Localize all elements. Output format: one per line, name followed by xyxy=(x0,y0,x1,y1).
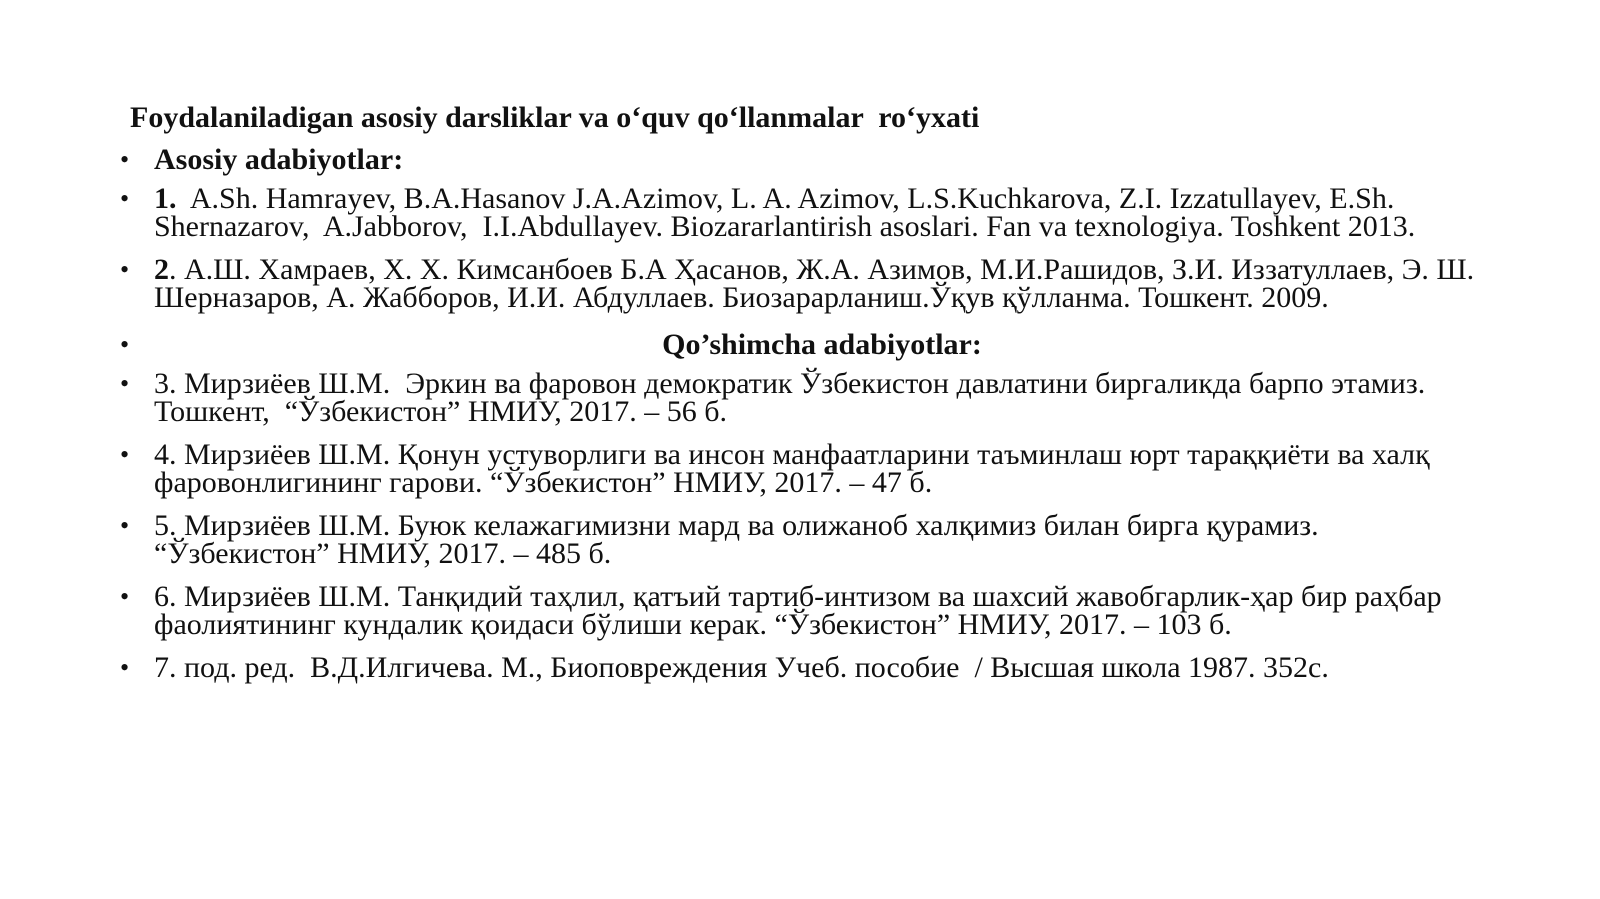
list-item-additional-heading xyxy=(120,327,1490,363)
bullet-icon: • xyxy=(120,440,130,469)
bullet-icon: • xyxy=(120,582,130,611)
reference-number: 2 xyxy=(154,253,169,286)
reference-text: 3. Мирзиёев Ш.М. Эркин ва фаровон демократик Ўзбекистон давлатини биргаликда барпо этамиз. Тошкент, “Ўзбекистон” НМИУ, 2017. – 56 б. xyxy=(154,367,1433,428)
reference-text: 4. Мирзиёев Ш.М. Қонун устуворлиги ва инсон манфаатларини таъминлаш юрт тараққиёти ва халқ фаровонлигининг гарови. “Ўзбекистон” НМИУ, 2017. – 47 б. xyxy=(154,438,1430,499)
bullet-icon: • xyxy=(120,184,130,213)
reference-text: A.Sh. Hamrayev, B.A.Hasanov J.A.Azimov, L. A. Azimov, L.S.Kuchkarova, Z.I. Izzatullayev, E.Sh. Shernazarov, A.Jabborov, I.I.Abdullayev. Biozararlantirish asoslari. Fan va texnologiya. Toshkent 2013. xyxy=(154,182,1416,243)
reference-text: 7. под. ред. В.Д.Илгичева. М., Биоповреждения Учеб. пособие / Высшая школа 1987. 352с. xyxy=(154,651,1329,684)
reference-text: 6. Мирзиёев Ш.М. Танқидий таҳлил, қатъий тартиб-интизом ва шахсий жавобгарлик-ҳар бир раҳбар фаолиятининг кундалик қоидаси бўлиши керак. “Ўзбекистон” НМИУ, 2017. – 103 б. xyxy=(154,580,1442,641)
section-heading-additional: Qo’shimcha adabiyotlar: xyxy=(662,328,982,361)
bullet-icon: • xyxy=(120,653,130,682)
list-item-reference-3 xyxy=(120,367,1490,428)
section-heading-main: Asosiy adabiyotlar: xyxy=(154,143,404,176)
page-title: Foydalaniladigan asosiy darsliklar va o‘quv qo‘llanmalar ro‘yxati xyxy=(130,101,980,134)
reference-text: 5. Мирзиёев Ш.М. Буюк келажагимизни мард ва олижаноб халқимиз билан бирга қурамиз. “Ўзбекистон” НМИУ, 2017. – 485 б. xyxy=(154,509,1319,570)
reference-number: 1. xyxy=(154,182,177,215)
list-item-reference-1 xyxy=(120,182,1490,243)
bullet-icon: • xyxy=(120,369,130,398)
reference-text: . А.Ш. Хамраев, Х. Х. Кимсанбоев Б.А Ҳасанов, Ж.А. Азимов, М.И.Рашидов, З.И. Иззатуллаев, Э. Ш. Шерназаров, А. Жабборов, И.И. Абдуллаев. Биозарарланиш.Ўқув қўлланма. Тошкент. 2009. xyxy=(154,253,1475,314)
list-item-reference-5 xyxy=(120,509,1490,570)
list-item-reference-7 xyxy=(120,651,1490,684)
bullet-icon: • xyxy=(120,330,130,359)
bullet-icon: • xyxy=(120,145,130,174)
list-item-main-heading xyxy=(120,142,1490,178)
bullet-icon: • xyxy=(120,255,130,284)
list-item-reference-2 xyxy=(120,253,1490,314)
list-item-reference-6 xyxy=(120,580,1490,641)
bullet-icon: • xyxy=(120,511,130,540)
reference-list xyxy=(120,142,1490,697)
list-item-reference-4 xyxy=(120,438,1490,499)
